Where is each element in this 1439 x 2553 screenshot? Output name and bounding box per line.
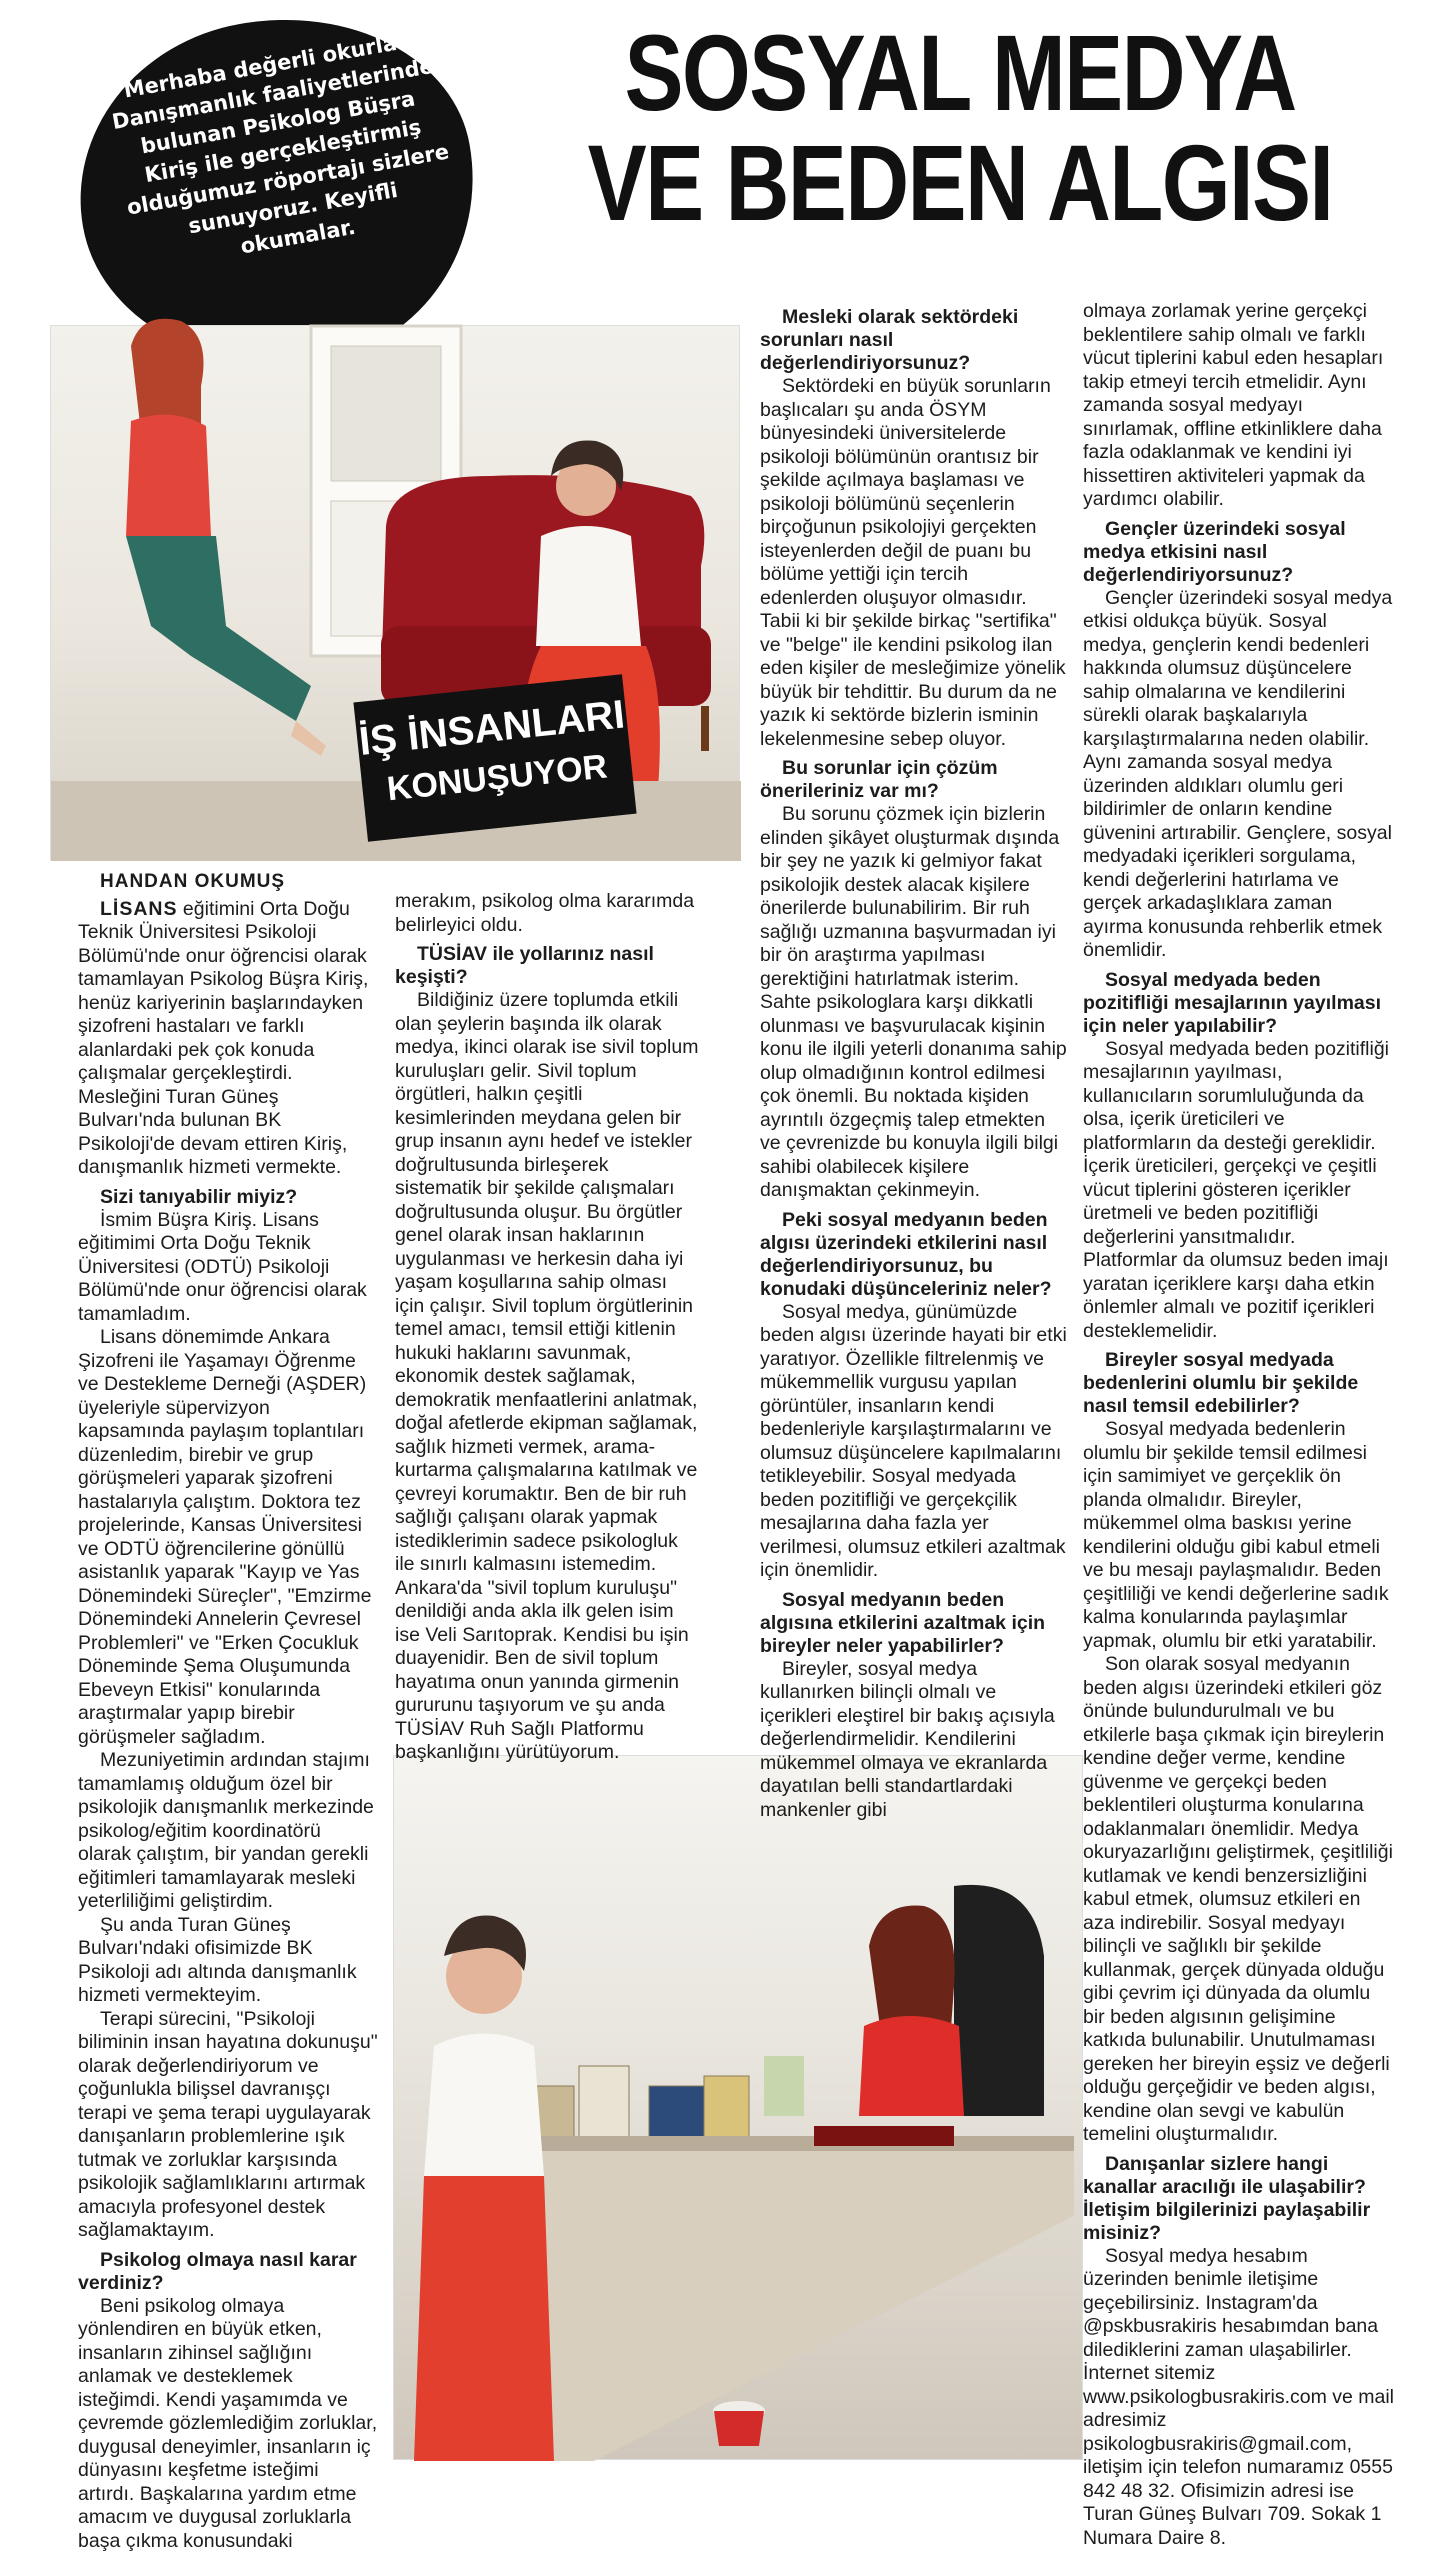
section-badge [353,674,636,841]
question-8: Gençler üzerindeki sosyal medya etkisini nasıl değerlendiriyorsunuz? [1083,518,1395,587]
question-4: Mesleki olarak sektördeki sorunları nasıl değerlendiriyorsunuz? [760,306,1070,375]
answer-3: Bildiğiniz üzere toplumda etkili olan şeylerin başında ilk olarak medya, ikinci olarak ise sivil toplum kuruluşları gelir. Sivil toplum örgütleri, halkın çeşitli kesimlerinden meydana gelen bir grup insanın aynı hedef ve istekler doğrultusunda birleşerek sistematik bir şekilde çalışmaları doğrultusunda oluşur. Bu örgütler genel olarak insan haklarının uygulanması ve herkesin daha iyi yaşam koşullarına sahip olması için çalışır. Sivil toplum örgütlerinin temel amacı, temsil ettiği kitlenin hukuki haklarını savunmak, ekonomik destek sağlamak, demokratik menfaatlerini anlatmak, doğal afetlerde ekipman sağlamak, sağlık hizmeti vermek, arama-kurtarma çalışmalarına katılmak ve çevreyi korumaktır. Ben de bir ruh sağlığı çalışanı olarak yapmak istediklerimin sadece psikologluk ile sınırlı kalmasını istemedim. Ankara'da "sivil toplum kuruluşu" denildiği anda akla ilk gelen isim ise Veli Sarıtoprak. Kendisi bu işin duayenidir. Ben de sivil toplum hayatıma onun yanında girmenin gururunu taşıyorum ve şu anda TÜSİAV Ruh Sağlı Platformu başkanlığını yürütüyorum. [395,989,700,1765]
answer-7: Bireyler, sosyal medya kullanırken bilinçli olmalı ve içerikleri eleştirel bir bakış açısıyla değerlendirmelidir. Kendilerini mükemmel olmaya ve ekranlarda dayatılan belli standartlardaki mankenler gibi [760,1658,1070,1823]
question-10: Bireyler sosyal medyada bedenlerini olumlu bir şekilde nasıl temsil edebilirler? [1083,1349,1395,1418]
question-7: Sosyal medyanın beden algısına etkilerini azaltmak için bireyler neler yapabilirler? [760,1589,1070,1658]
article-column-3 [760,300,1070,1822]
answer-10-p1: Sosyal medyada bedenlerin olumlu bir şekilde temsil edilmesi için samimiyet ve gerçeklik ön planda olmalıdır. Bireyler, mükemmel olma baskısı yerine kendilerini olduğu gibi kabul etmeli ve bu mesajı paylaşmalıdır. Beden çeşitliliği ve kendi değerlerine sadık kalma konularında paylaşımlar yapmak, olumlu bir etki yaratabilir. [1083,1418,1395,1653]
answer-1-p2: Lisans dönemimde Ankara Şizofreni ile Yaşamayı Öğrenme ve Destekleme Derneği (AŞDER) üyeleriyle süpervizyon kapsamında paylaşım toplantıları düzenledim, birebir ve grup görüşmeleri yaparak şizofreni hastalarıyla çalıştım. Doktora tez projelerinde, Kansas Üniversitesi ve ODTÜ öğrencilerine gönüllü asistanlık yaparak "Kayıp ve Yas Dönemindeki Süreçler", "Emzirme Dönemindeki Annelerin Çevresel Problemleri" ve "Erken Çocukluk Döneminde Şema Oluşumunda Ebeveyn Etkisi" konularında araştırmalar yapıp birebir görüşmeler sağladım. [78,1326,378,1749]
lead-word: LİSANS [100,898,178,920]
answer-11: Sosyal medya hesabım üzerinden benimle iletişime geçebilirsiniz. Instagram'da @pskbusrakiris hesabımdan bana dilediklerini zaman ulaşabilirler. İnternet sitemiz www.psikologbusrakiris.com ve mail adresimiz psikologbusrakiris@gmail.com, iletişim için telefon numaramız 0555 842 48 32. Ofisimizin adresi ise Turan Güneş Bulvarı 709. Sokak 1 Numara Daire 8. [1083,2245,1395,2551]
question-2: Psikolog olmaya nasıl karar verdiniz? [78,2249,378,2295]
interview-photo-bottom-illustration [394,1756,1084,2461]
section-badge-line-1: İŞ İNSANLARI [355,688,629,768]
answer-1-p1: İsmim Büşra Kiriş. Lisans eğitimimi Orta Doğu Teknik Üniversitesi (ODTÜ) Psikoloji Bölümü'nde onur öğrencisi olarak tamamladım. [78,1209,378,1327]
article-column-4 [1083,300,1395,2550]
answer-1-p4: Şu anda Turan Güneş Bulvarı'ndaki ofisimizde BK Psikoloji adı altında danışmanlık hizmeti vermekteyim. [78,1914,378,2008]
answer-4: Sektördeki en büyük sorunların başlıcaları şu anda ÖSYM bünyesindeki üniversitelerde psikoloji bölümünün orantısız bir şekilde açılmaya başlaması ve psikoloji bölümünü seçenlerin birçoğunun psikolojiyi gerçekten isteyenlerden değil de puanı bu bölüme yettiği için tercih edenlerden oluşuyor olmasıdır. Tabii ki bir şekilde birkaç "sertifika" ve "belge" ile kendini psikolog ilan eden kişiler de mesleğimize yönelik büyük bir tehdittir. Bu durum da ne yazık ki sektörde bizlerin isminin lekelenmesine sebep oluyor. [760,375,1070,751]
intro-text: Merhaba değerli okurlar. Danışmanlık faaliyetlerinde bulunan Psikolog Büşra Kiriş ile gerçekleştirmiş olduğumuz röportajı sizlere sunuyoruz. Keyifli okumalar. [103,23,463,280]
answer-1-p5: Terapi sürecini, "Psikoloji biliminin insan hayatına dokunuşu" olarak değerlendiriyorum ve çoğunlukla bilişsel davranışçı terapi ve şema terapi uygulayarak danışanların problemlerine ışık tutmak ve zorluklar karşısında psikolojik sağlamlıklarını artırmak amacıyla profesyonel destek sağlamaktayım. [78,2008,378,2243]
interview-photo-bottom [393,1755,1083,2460]
headline-line-1: SOSYAL MEDYA [575,18,1346,128]
section-badge-line-2: KONUŞUYOR [360,740,634,816]
answer-8: Gençler üzerindeki sosyal medya etkisi oldukça büyük. Sosyal medya, gençlerin kendi bedenleri hakkında olumsuz düşüncelere sahip olmalarına ve kendilerini sürekli olarak başkalarıyla karşılaştırmalarına neden olabilir. Aynı zamanda sosyal medya üzerinden aldıkları olumlu geri bildirimler de onların kendine güvenini artırabilir. Gençlere, sosyal medyadaki içerikleri sorgulama, kendi değerlerini hatırlama ve gerçek arkadaşlıklara zaman ayırma konusunda rehberlik etmek önemlidir. [1083,587,1395,963]
headline-line-2: VE BEDEN ALGISI [575,128,1346,238]
question-3: TÜSİAV ile yollarınız nasıl keşişti? [395,943,700,989]
answer-6: Sosyal medya, günümüzde beden algısı üzerinde hayati bir etki yaratıyor. Özellikle filtrelenmiş ve mükemmellik vurgusu yapılan görüntüler, insanların kendi bedenleriyle karşılaştırmalarını ve olumsuz düşüncelere kapılmalarını tetikleyebilir. Sosyal medyada beden pozitifliği ve gerçekçilik mesajlarına daha fazla yer verilmesi, olumsuz etkileri azaltmak için önemlidir. [760,1301,1070,1583]
question-11: Danışanlar sizlere hangi kanallar aracılığı ile ulaşabilir? İletişim bilgilerinizi paylaşabilir misiniz? [1083,2153,1395,2245]
answer-2: Beni psikolog olmaya yönlendiren en büyük etken, insanların zihinsel sağlığını anlamak ve desteklemek isteğimdi. Kendi yaşamımda ve çevremde gözlemlediğim zorluklar, duygusal deneyimler, insanların iç dünyasını keşfetme isteğimi artırdı. Başkalarına yardım etme amacım ve duygusal zorluklarla başa çıkma konusundaki [78,2295,378,2553]
answer-10-p2: Son olarak sosyal medyanın beden algısı üzerindeki etkileri göz önünde bulundurulmalı ve bu etkilerle başa çıkmak için bireylerin kendine değer verme, kendine güvenme ve gerçekçi beden beklentileri oluşturma konularına odaklanmaları önemlidir. Medya okuryazarlığını geliştirmek, çeşitliliği kutlamak ve kendi benzersizliğini kabul etmek, olumsuz etkileri en aza indirebilir. Sosyal medyayı bilinçli ve sağlıklı bir şekilde kullanmak, gerçek dünyada olduğu gibi çevrim içi dünyada da olumlu bir beden algısının gelişimine katkıda bulunabilir. Unutulmaması gereken her bireyin eşsiz ve değerli olduğu gerçeğidir ve beden algısı, kendine olan sevgi ve kabulün temelini oluşturmalıdır. [1083,1653,1395,2147]
question-9: Sosyal medyada beden pozitifliği mesajlarının yayılması için neler yapılabilir? [1083,969,1395,1038]
byline: HANDAN OKUMUŞ [78,870,378,894]
article-column-1 [78,870,378,2553]
answer-1-p3: Mezuniyetimin ardından stajımı tamamlamış olduğum özel bir psikolojik danışmanlık merkezinde psikolog/eğitim koordinatörü olarak çalıştım, bir yandan gerekli eğitimleri tamamlayarak mesleki yeterliliğimi geliştirdim. [78,1749,378,1914]
article-column-2 [395,890,700,1765]
question-5: Bu sorunlar için çözüm önerileriniz var mı? [760,757,1070,803]
question-1: Sizi tanıyabilir miyiz? [78,1186,378,1209]
answer-5: Bu sorunu çözmek için bizlerin elinden şikâyet oluşturmak dışında bir şey ne yazık ki gelmiyor fakat psikolojik destek alacak kişilere önerilerde bulunabilirim. Bir ruh sağlığı uzmanına başvurmadan iyi bir ön araştırma yapılması gerektiğini hatırlatmak isterim. Sahte psikologlara karşı dikkatli olunması ve başvurulacak kişinin konu ile ilgili yeterli donanıma sahip olup olmadığının kontrol edilmesi çok önemli. Bu noktada kişiden ayrıntılı özgeçmiş talep etmekten ve çevrenizde bu konuyla ilgili bilgi sahibi olabilecek kişilere danışmaktan çekinmeyin. [760,803,1070,1203]
lead-rest: eğitimini Orta Doğu Teknik Üniversitesi Psikoloji Bölümü'nde onur öğrencisi olarak tamamlayan Psikolog Büşra Kiriş, henüz kariyerinin başlarındayken şizofreni hastaları ve farklı alanlardaki pek çok konuda çalışmalar gerçekleştirdi. Mesleğini Turan Güneş Bulvarı'nda bulunan BK Psikoloji'de devam ettiren Kiriş, danışmanlık hizmeti vermekte. [78,898,368,1179]
lead-paragraph [78,898,378,1180]
question-6: Peki sosyal medyanın beden algısı üzerindeki etkilerini nasıl değerlendiriyorsunuz, bu konudaki düşünceleriniz neler? [760,1209,1070,1301]
answer-9: Sosyal medyada beden pozitifliği mesajlarının yayılması, kullanıcıların sorumluluğunda da olsa, içerik üreticileri ve platformların da desteği gereklidir. İçerik üreticileri, gerçekçi ve çeşitli vücut tiplerini gösteren içerikler üretmeli ve beden pozitifliği değerlerini yansıtmalıdır. Platformlar da olumsuz beden imajı yaratan içeriklere karşı daha etkin önlemler almalı ve pozitif içerikleri desteklemelidir. [1083,1038,1395,1344]
headline [575,18,1346,238]
answer-7-cont: olmaya zorlamak yerine gerçekçi beklentilere sahip olmalı ve farklı vücut tiplerini kabul eden hesapları takip etmeyi tercih etmelidir. Aynı zamanda sosyal medyayı sınırlamak, offline etkinliklere daha fazla odaklanmak ve kendini iyi hissettiren aktiviteleri yapmak da yardımcı olabilir. [1083,300,1395,512]
answer-2-cont: merakım, psikolog olma kararımda belirleyici oldu. [395,890,700,937]
